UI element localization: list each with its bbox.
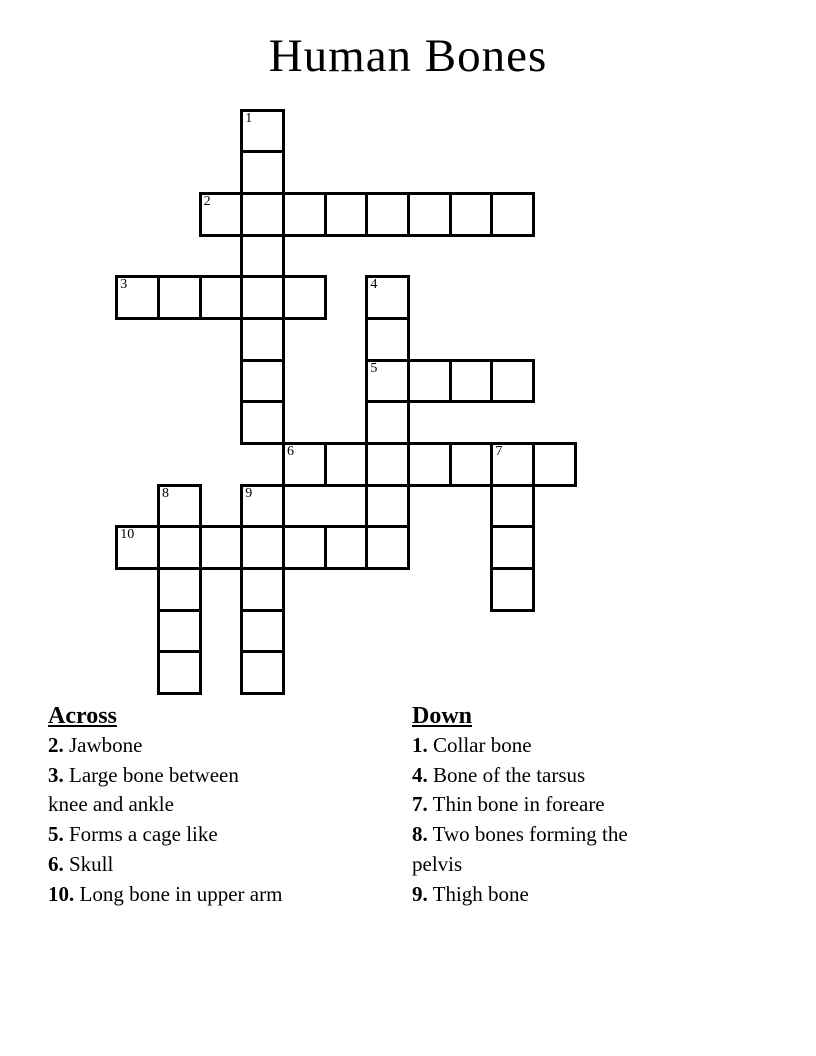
grid-cell — [365, 400, 410, 445]
grid-cell — [365, 317, 410, 362]
cell-number: 1 — [245, 110, 253, 126]
grid-cell — [240, 525, 285, 570]
grid-cell — [157, 525, 202, 570]
grid-cell — [324, 192, 369, 237]
down-header: Down — [412, 703, 473, 729]
cell-number: 3 — [120, 277, 128, 293]
grid-cell — [240, 234, 285, 279]
grid-cell — [157, 484, 202, 529]
grid-cell — [324, 442, 369, 487]
grid-cell — [115, 525, 160, 570]
grid-cell — [449, 359, 494, 404]
clue-item: 8. Two bones forming the — [412, 822, 628, 847]
grid-cell — [240, 109, 285, 154]
clue-number: 3. — [48, 762, 64, 787]
clue-item: 9. Thigh bone — [412, 881, 529, 906]
clue-item: 7. Thin bone in foreare — [412, 792, 605, 817]
page-title: Human Bones — [268, 30, 548, 82]
grid-cell — [407, 359, 452, 404]
cell-number: 5 — [370, 360, 378, 376]
grid-cell — [282, 442, 327, 487]
grid-cell — [240, 359, 285, 404]
grid-cell — [115, 275, 160, 320]
across-clues-section — [48, 702, 408, 910]
grid-cell — [282, 275, 327, 320]
grid-cell — [365, 442, 410, 487]
grid-cell — [157, 609, 202, 654]
clue-number: 7. — [412, 792, 428, 817]
grid-cell — [449, 192, 494, 237]
grid-cell — [240, 567, 285, 612]
clue-item: 1. Collar bone — [412, 732, 532, 757]
clue-number: 1. — [412, 732, 428, 757]
grid-cell — [490, 484, 535, 529]
across-clue-list — [48, 731, 408, 910]
clue-number: 8. — [412, 822, 428, 847]
clue-item: 5. Forms a cage like — [48, 822, 218, 847]
grid-cell — [449, 442, 494, 487]
clue-number: 9. — [412, 881, 428, 906]
grid-cell — [157, 275, 202, 320]
grid-cell — [240, 650, 285, 695]
down-clues-section — [412, 702, 772, 910]
grid-cell — [490, 359, 535, 404]
cell-number: 2 — [203, 193, 211, 209]
clue-number: 5. — [48, 822, 64, 847]
grid-cell — [240, 484, 285, 529]
down-clue-list — [412, 731, 772, 910]
cell-number: 4 — [370, 277, 378, 293]
grid-cell — [240, 150, 285, 195]
grid-cell — [365, 359, 410, 404]
clue-number: 6. — [48, 851, 64, 876]
grid-cell — [490, 192, 535, 237]
grid-cell — [157, 567, 202, 612]
clue-item: 2. Jawbone — [48, 732, 143, 757]
grid-cell — [365, 484, 410, 529]
cell-number: 6 — [286, 443, 294, 459]
cell-number: 9 — [245, 485, 253, 501]
grid-cell — [532, 442, 577, 487]
across-header: Across — [48, 703, 117, 729]
clue-item: 4. Bone of the tarsus — [412, 762, 586, 787]
grid-cell — [199, 525, 244, 570]
grid-cell — [282, 192, 327, 237]
clue-number: 10. — [48, 881, 75, 906]
grid-cell — [324, 525, 369, 570]
cell-number: 7 — [495, 443, 503, 459]
grid-cell — [282, 525, 327, 570]
cell-number: 8 — [161, 485, 169, 501]
clue-number: 2. — [48, 732, 64, 757]
grid-cell — [240, 609, 285, 654]
clue-item: 10. Long bone in upper arm — [48, 881, 283, 906]
grid-cell — [490, 525, 535, 570]
grid-cell — [490, 567, 535, 612]
grid-cell — [407, 192, 452, 237]
grid-cell — [157, 650, 202, 695]
grid-cell — [240, 400, 285, 445]
grid-cell — [199, 275, 244, 320]
grid-cell — [365, 275, 410, 320]
clue-item: 6. Skull — [48, 851, 114, 876]
grid-cell — [365, 192, 410, 237]
grid-cell — [240, 192, 285, 237]
grid-cell — [407, 442, 452, 487]
grid-cell — [365, 525, 410, 570]
grid-cell — [490, 442, 535, 487]
grid-cell — [240, 317, 285, 362]
cell-number: 10 — [120, 527, 135, 543]
clue-item-continuation: knee and ankle — [48, 792, 174, 817]
clue-item-continuation: pelvis — [412, 851, 463, 876]
grid-cell — [199, 192, 244, 237]
clue-number: 4. — [412, 762, 428, 787]
clue-item: 3. Large bone between — [48, 762, 239, 787]
grid-cell — [240, 275, 285, 320]
